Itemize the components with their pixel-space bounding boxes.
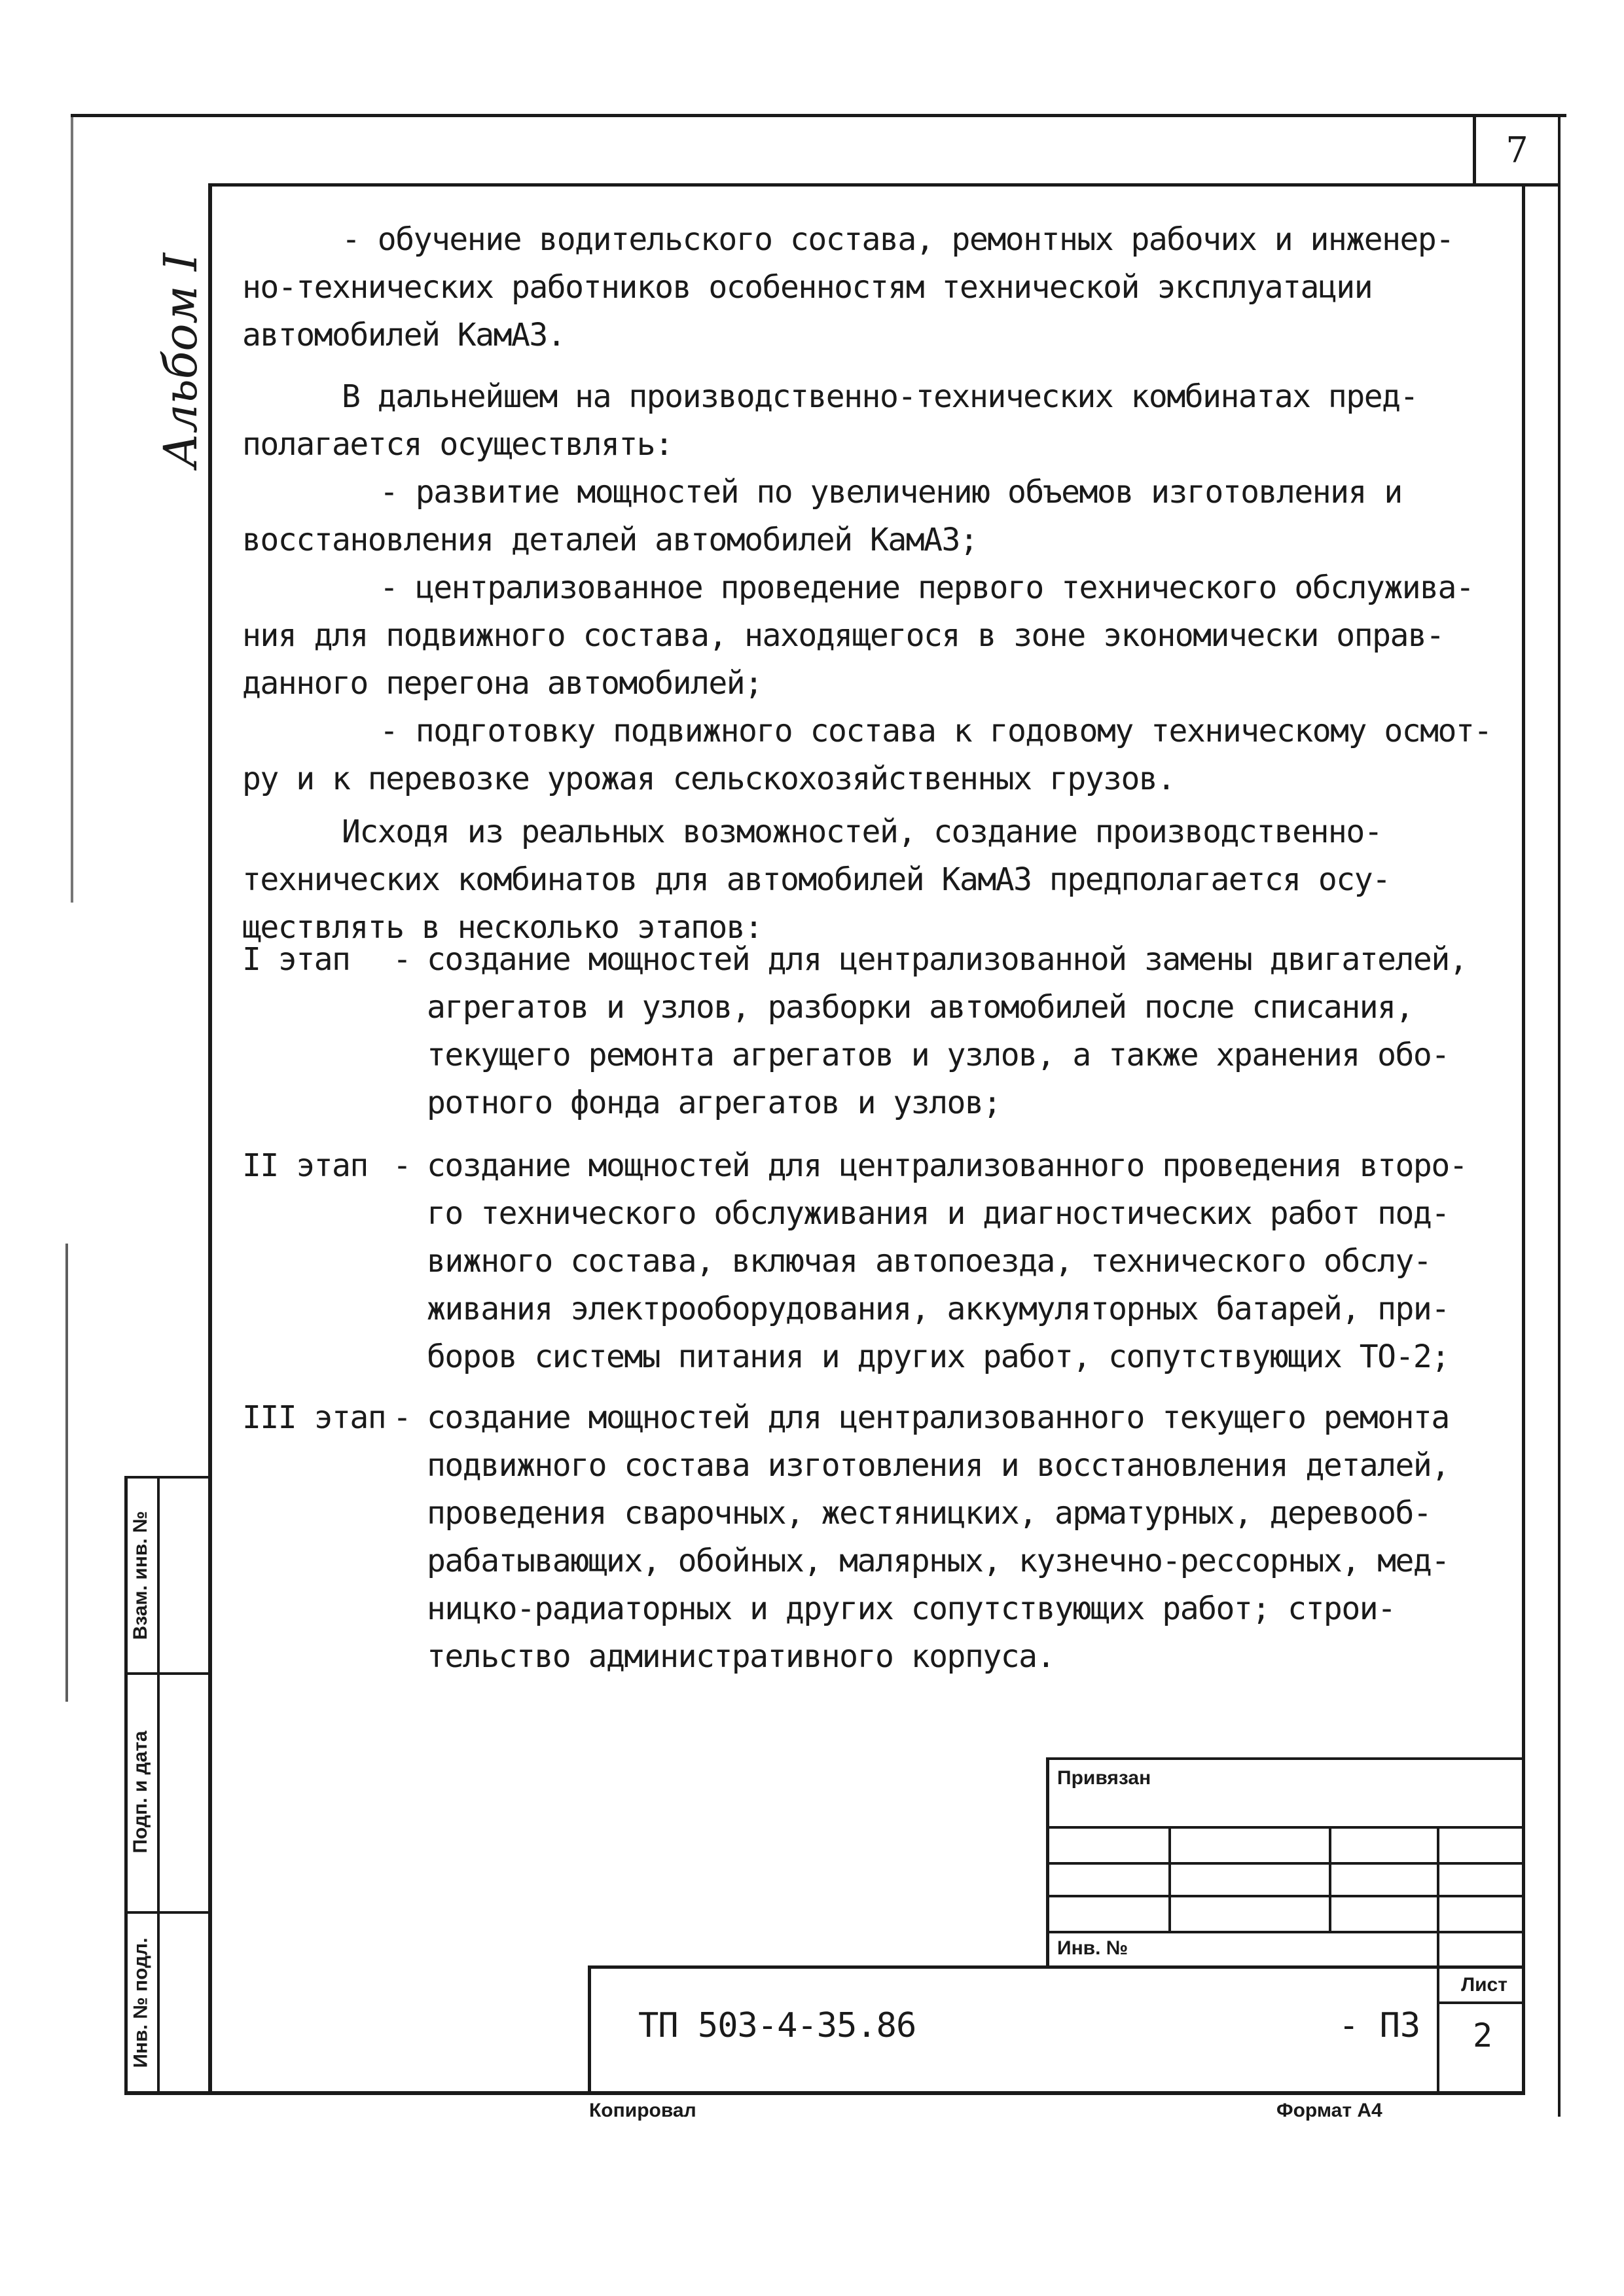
text-line: данного перегона автомобилей; xyxy=(242,665,763,702)
text-line: но-технических работников особенностям технической эксплуатации xyxy=(242,269,1373,306)
text-line: ницко-радиаторных и других сопутствующих работ; строи- xyxy=(427,1590,1396,1627)
stamp-inv-no: Инв. № xyxy=(1057,1937,1128,1959)
frame-top-inner xyxy=(209,183,1560,187)
text-line: го технического обслуживания и диагностических работ под- xyxy=(427,1195,1449,1232)
stamp-row-2 xyxy=(1047,1862,1525,1865)
stamp-sheet-div xyxy=(1437,2001,1525,2004)
frame-right-inner xyxy=(1522,183,1525,2093)
stage-dash: - xyxy=(393,1399,411,1436)
stamp-col-2 xyxy=(1329,1826,1331,1931)
stage-label: II этап xyxy=(242,1147,368,1184)
stamp-privyazan: Привязан xyxy=(1057,1767,1151,1789)
text-line: - централизованное проведение первого технического обслужива- xyxy=(380,569,1474,606)
text-line: агрегатов и узлов, разборки автомобилей после списания, xyxy=(427,989,1413,1026)
stage-label: III этап xyxy=(242,1399,386,1436)
side-field-podp: Подп. и дата xyxy=(130,1731,151,1854)
stamp-lower-left xyxy=(588,1965,591,2093)
stamp-row-1 xyxy=(1047,1826,1525,1829)
stage-dash: - xyxy=(393,1147,411,1184)
text-line: вижного состава, включая автопоезда, технического обслу- xyxy=(427,1243,1432,1280)
stamp-row-4 xyxy=(1047,1931,1525,1933)
frame-right-outer xyxy=(1558,114,1561,2117)
text-line: текущего ремонта агрегатов и узлов, а также хранения обо- xyxy=(427,1037,1449,1073)
text-line: проведения сварочных, жестяницких, арматурных, деревооб- xyxy=(427,1495,1432,1532)
text-line: тельство административного корпуса. xyxy=(427,1638,1055,1675)
stamp-sheet-left xyxy=(1437,1965,1439,2093)
album-label: Альбом I xyxy=(154,253,208,468)
text-line: ру и к перевозке урожая сельскохозяйственных грузов. xyxy=(242,761,1175,797)
stage-dash: - xyxy=(393,941,411,978)
text-line: подвижного состава изготовления и восстановления деталей, xyxy=(427,1447,1449,1484)
text-line: ния для подвижного состава, находящегося в зоне экономически оправ- xyxy=(242,617,1444,654)
text-line: - обучение водительского состава, ремонтных рабочих и инженер- xyxy=(342,221,1454,258)
frame-top-outer xyxy=(71,114,1566,117)
frame-left-outer xyxy=(71,114,73,903)
footer-format: Формат А4 xyxy=(1276,2100,1382,2121)
text-line: Исходя из реальных возможностей, создание производственно- xyxy=(342,814,1382,850)
stamp-row-3 xyxy=(1047,1895,1525,1897)
frame-left-inner xyxy=(208,183,212,2093)
side-col-mid xyxy=(157,1476,160,2091)
text-line: технических комбинатов для автомобилей КамАЗ предполагается осу- xyxy=(242,861,1390,898)
stage-label: I этап xyxy=(242,941,350,978)
frame-left-outer-lower xyxy=(65,1244,68,1702)
stamp-col-1 xyxy=(1168,1826,1171,1931)
stamp-lower-top xyxy=(589,1965,1525,1969)
page-number: 7 xyxy=(1506,130,1528,171)
stamp-sheet-label: Лист xyxy=(1461,1974,1507,1996)
frame-bottom xyxy=(124,2091,1525,2095)
text-line: автомобилей КамАЗ. xyxy=(242,317,566,353)
stamp-upper-top xyxy=(1047,1757,1525,1760)
footer-copied: Копировал xyxy=(589,2100,696,2121)
stamp-section: - ПЗ xyxy=(1339,2006,1421,2045)
text-line: живания электрооборудования, аккумуляторных батарей, при- xyxy=(427,1291,1449,1327)
text-line: полагается осуществлять: xyxy=(242,426,673,463)
text-line: рабатывающих, обойных, малярных, кузнечно-рессорных, мед- xyxy=(427,1543,1449,1579)
text-line: ществлять в несколько этапов: xyxy=(242,909,763,946)
text-line: восстановления деталей автомобилей КамАЗ; xyxy=(242,522,978,558)
stamp-doc-code: ТП 503-4-35.86 xyxy=(638,2006,916,2045)
text-line: создание мощностей для централизованного проведения второ- xyxy=(427,1147,1468,1184)
text-line: боров системы питания и других работ, сопутствующих ТО-2; xyxy=(427,1338,1449,1375)
stamp-sheet-number: 2 xyxy=(1472,2017,1493,2054)
text-line: создание мощностей для централизованной замены двигателей, xyxy=(427,941,1468,978)
side-field-vzam: Взам. инв. № xyxy=(130,1511,151,1640)
text-line: создание мощностей для централизованного текущего ремонта xyxy=(427,1399,1449,1436)
side-field-inv-podl: Инв. № подл. xyxy=(130,1937,152,2068)
stamp-col-3 xyxy=(1437,1826,1439,1967)
text-line: - развитие мощностей по увеличению объемов изготовления и xyxy=(380,474,1402,511)
text-line: ротного фонда агрегатов и узлов; xyxy=(427,1085,1001,1121)
text-line: В дальнейшем на производственно-технических комбинатах пред- xyxy=(342,378,1418,415)
text-line: - подготовку подвижного состава к годовому техническому осмот- xyxy=(380,713,1492,749)
